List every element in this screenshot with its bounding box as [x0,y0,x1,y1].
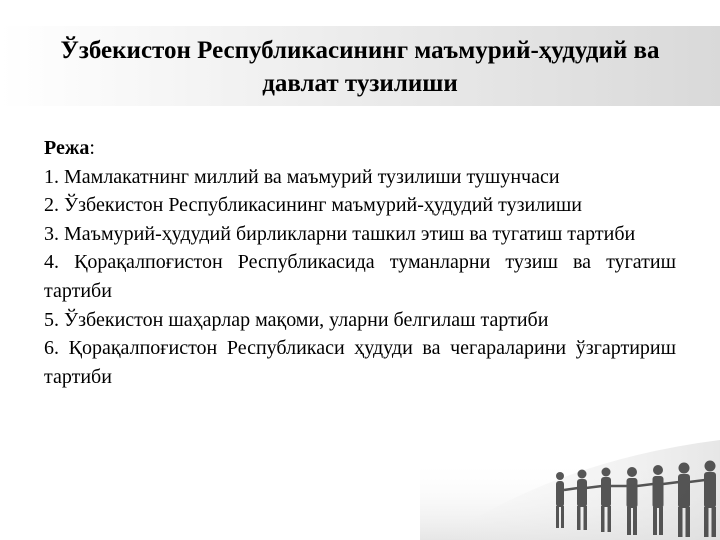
plan-item-6: 6. Қорақалпоғистон Республикаси ҳудуди ва чегараларини ўзгартириш тартиби [44,337,676,388]
plan-content [44,134,676,391]
plan-item-2: 2. Ўзбекистон Республикасининг маъмурий-ҳудудий тузилиши [44,194,582,217]
plan-item-4: 4. Қорақалпоғистон Республикасида туманларни тузиш ва тугатиш тартиби [44,251,676,302]
plan-label: Режа [44,137,90,159]
slide-title: Ўзбекистон Республикасининг маъмурий-ҳудудий ва давлат тузилиши [60,37,660,97]
plan-heading [44,134,676,163]
plan-item-5: 5. Ўзбекистон шаҳарлар мақоми, уларни белгилаш тартиби [44,308,549,331]
plan-item-3: 3. Маъмурий-ҳудудий бирликларни ташкил этиш ва тугатиш тартиби [44,222,636,245]
plan-colon: : [89,137,95,159]
plan-item-1: 1. Мамлакатнинг миллий ва маъмурий тузилиши тушунчаси [44,165,560,188]
people-silhouettes-image [420,400,720,540]
